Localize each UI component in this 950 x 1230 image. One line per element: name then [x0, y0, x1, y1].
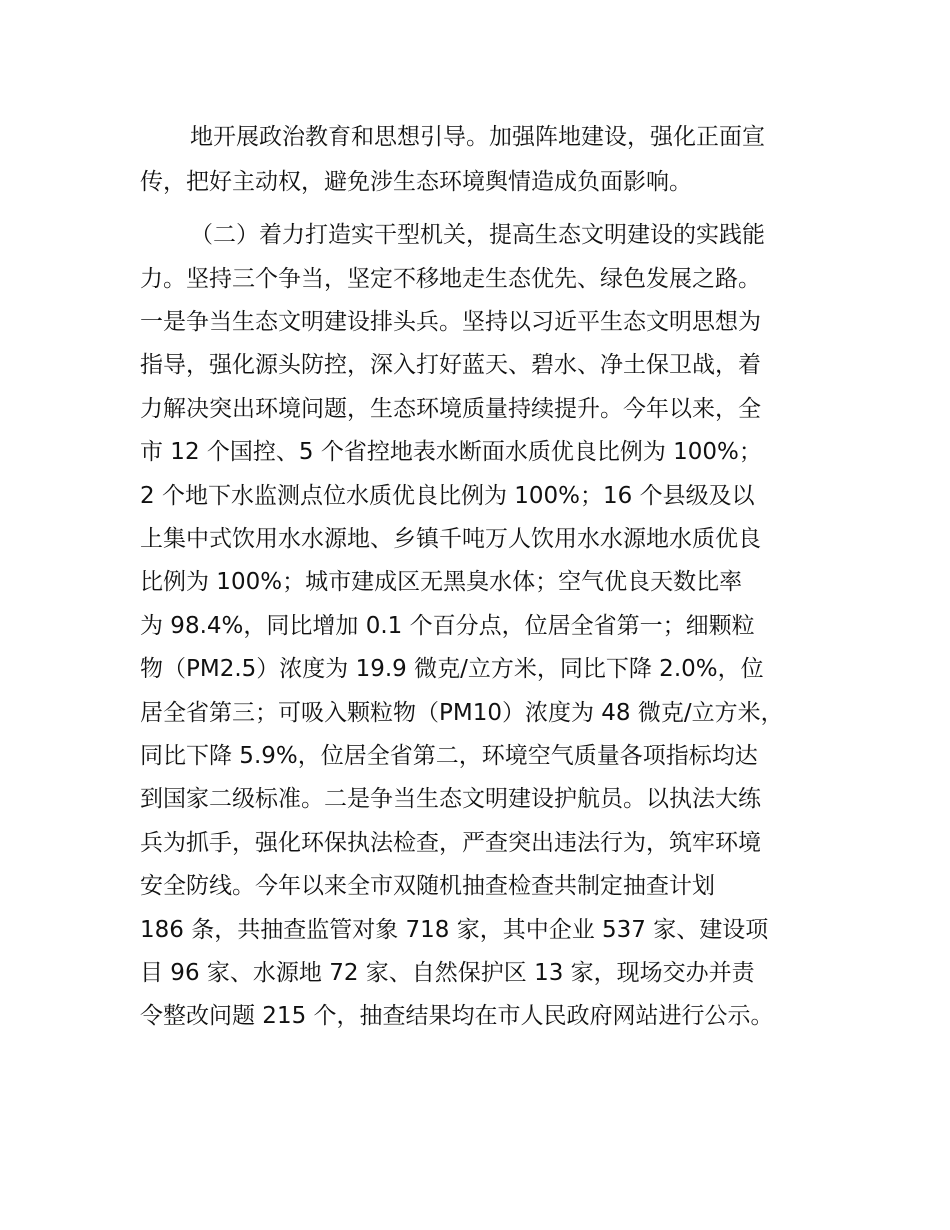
text-line-1: 地开展政治教育和思想引导。加强阵地建设，强化正面宣 — [190, 124, 765, 150]
text-line-3: （二）着力打造实干型机关，提高生态文明建设的实践能 — [190, 222, 765, 248]
text-line-9: 2 个地下水监测点位水质优良比例为 100%；16 个县级及以 — [140, 483, 755, 509]
text-line-6: 指导，强化源头防控，深入打好蓝天、碧水、净土保卫战，着 — [140, 352, 761, 378]
text-line-11: 比例为 100%；城市建成区无黑臭水体；空气优良天数比率 — [140, 569, 743, 595]
text-line-2: 传，把好主动权，避免涉生态环境舆情造成负面影响。 — [140, 169, 692, 195]
text-line-4: 力。坚持三个争当，坚定不移地走生态优先、绿色发展之路。 — [140, 266, 761, 292]
text-line-21: 令整改问题 215 个，抽查结果均在市人民政府网站进行公示。 — [140, 1003, 774, 1029]
text-line-5: 一是争当生态文明建设排头兵。坚持以习近平生态文明思想为 — [140, 309, 761, 335]
text-line-7: 力解决突出环境问题，生态环境质量持续提升。今年以来，全 — [140, 396, 761, 422]
text-line-16: 到国家二级标准。二是争当生态文明建设护航员。以执法大练 — [140, 786, 761, 812]
text-line-14: 居全省第三；可吸入颗粒物（PM10）浓度为 48 微克/立方米， — [140, 700, 784, 726]
text-line-19: 186 条，共抽查监管对象 718 家，其中企业 537 家、建设项 — [140, 917, 769, 943]
text-line-12: 为 98.4%，同比增加 0.1 个百分点，位居全省第一；细颗粒 — [140, 613, 755, 639]
text-line-20: 目 96 家、水源地 72 家、自然保护区 13 家，现场交办并责 — [140, 960, 755, 986]
text-line-18: 安全防线。今年以来全市双随机抽查检查共制定抽查计划 — [140, 873, 715, 899]
text-line-17: 兵为抓手，强化环保执法检查，严查突出违法行为，筑牢环境 — [140, 830, 761, 856]
text-line-10: 上集中式饮用水水源地、乡镇千吨万人饮用水水源地水质优良 — [140, 526, 761, 552]
text-line-13: 物（PM2.5）浓度为 19.9 微克/立方米，同比下降 2.0%，位 — [140, 656, 764, 682]
text-line-8: 市 12 个国控、5 个省控地表水断面水质优良比例为 100%； — [140, 439, 762, 465]
text-line-15: 同比下降 5.9%，位居全省第二，环境空气质量各项指标均达 — [140, 743, 758, 769]
